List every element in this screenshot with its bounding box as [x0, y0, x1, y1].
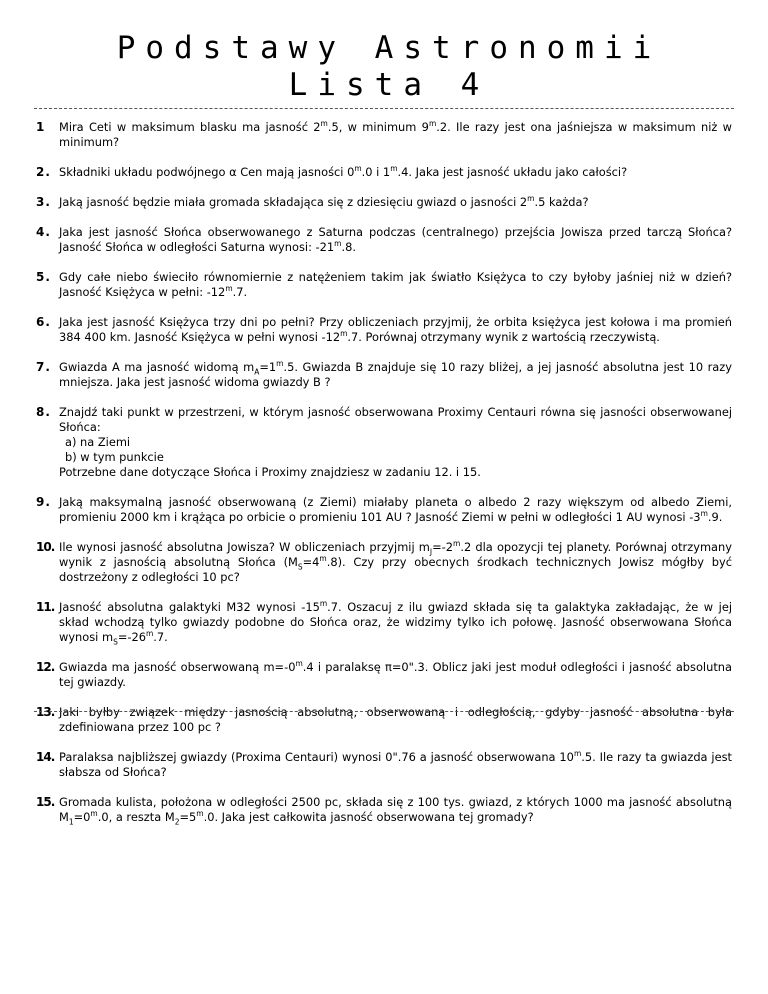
problem-number: 8.	[36, 405, 51, 419]
bottom-divider	[34, 711, 734, 712]
problem-number: 4.	[36, 225, 51, 239]
top-divider	[34, 108, 734, 109]
problem-number: 15.	[36, 795, 55, 809]
problem-number: 10.	[36, 540, 55, 554]
page-title: Podstawy Astronomii	[116, 30, 662, 66]
problem-12: 12. Gwiazda ma jasność obserwowaną $m=-0^m.4$ i paralaksę π=0".3. Oblicz jaki jest moduł odległości i jasność absolutna tej gwiazdy.	[36, 659, 732, 689]
problem-5: 5. Gdy całe niebo świeciło równomiernie z natężeniem takim jak światło Księżyca to czy byłoby jaśniej niż w dzień? Jasność Księżyca w pełni: -12$^m$.7.	[36, 270, 732, 299]
page-subtitle: Lista 4	[288, 67, 490, 103]
problem-8-part-b: b) w tym punkcie	[65, 450, 164, 464]
problem-7: 7. Gwiazda A ma jasność widomą $m_A=1^m.5$. Gwiazda B znajduje się 10 razy bliżej, a jej jasność absolutna jest 10 razy mniejsza. Jaka jest jasność widoma gwiazdy B ?	[36, 359, 733, 389]
problem-number: 2.	[36, 165, 51, 179]
problem-13: 13. Jaki byłby związek między jasnością absolutną, obserwowaną i odległością, gdyby jasność absolutna była zdefiniowana przez 100 pc ?	[36, 705, 732, 734]
problem-15: 15. Gromada kulista, położona w odległości 2500 pc, składa się z 100 tys. gwiazd, z których 1000 ma jasność absolutną $M_1=0^m.0$, a reszta $M_2=5^m.0$. Jaka jest całkowita jasność obserwowana tej gromady?	[36, 795, 732, 827]
problem-3: 3. Jaką jasność będzie miała gromada składająca się z dziesięciu gwiazd o jasności 2$^m$.5 każda?	[36, 194, 589, 209]
problem-number: 5.	[36, 270, 51, 284]
problem-number: 1	[36, 120, 46, 134]
problem-number: 14.	[36, 750, 55, 764]
problem-number: 13.	[36, 705, 55, 719]
problem-1: 1 Mira Ceti w maksimum blasku ma jasność 2$^m$.5, w minimum 9$^m$.2. Ile razy jest ona jaśniejsza w maksimum niż w minimum?	[36, 119, 732, 149]
problem-2: 2. Składniki układu podwójnego α Cen mają jasności 0$^m$.0 i 1$^m$.4. Jaka jest jasność układu jako całości?	[36, 164, 628, 179]
problem-number: 7.	[36, 360, 51, 374]
title-block	[0, 30, 768, 104]
problem-list	[36, 120, 732, 840]
problem-14: 14. Paralaksa najbliższej gwiazdy (Proxima Centauri) wynosi 0".76 a jasność obserwowana 10$^m$.5. Ile razy ta gwiazda jest słabsza od Słońca?	[36, 749, 732, 779]
problem-9: 9. Jaką maksymalną jasność obserwowaną (z Ziemi) miałaby planeta o albedo 2 razy większym od albedo Ziemi, promieniu 2000 km i krążąca po orbicie o promieniu 101 AU ? Jasność Ziemi w pełni w odległości 1 AU wynosi -3$^m$.9.	[36, 495, 732, 524]
problem-11: 11. Jasność absolutna galaktyki M32 wynosi -15$^m$.7. Oszacuj z ilu gwiazd składa się ta galaktyka zakładając, że w jej skład wchodzą tylko gwiazdy podobne do Słońca oraz, że widzimy tylko ich połowę. Jasność obserwowana Słońca wynosi $m_S=-26^m.7$.	[36, 599, 732, 647]
problem-number: 6.	[36, 315, 51, 329]
problem-4: 4. Jaka jest jasność Słońca obserwowanego z Saturna podczas (centralnego) przejścia Jowisza przed tarczą Słońca? Jasność Słońca w odległości Saturna wynosi: -21$^m$.8.	[36, 225, 732, 254]
problem-8	[36, 405, 732, 480]
problem-number: 9.	[36, 495, 51, 509]
problem-8-note: Potrzebne dane dotyczące Słońca i Proximy znajdziesz w zadaniu 12. i 15.	[59, 465, 481, 479]
problem-8-intro: Znajdź taki punkt w przestrzeni, w którym jasność obserwowana Proximy Centauri równa się jasności obserwowanej Słońca:	[59, 405, 732, 434]
problem-number: 11.	[36, 600, 55, 614]
problem-10: 10. Ile wynosi jasność absolutna Jowisza? W obliczeniach przyjmij $m_J=-2^m.2$ dla opozycji tej planety. Porównaj otrzymany wynik z jasnością absolutną Słońca $(M_S=4^m.8)$. Czy przy obecnych środkach technicznych Jowisz mógłby być dostrzeżony z odległości 10 pc?	[36, 539, 732, 584]
problem-number: 3.	[36, 195, 51, 209]
problem-8-part-a: a) na Ziemi	[65, 435, 131, 449]
problem-6: 6. Jaka jest jasność Księżyca trzy dni po pełni? Przy obliczeniach przyjmij, że orbita księżyca jest kołowa i ma promień 384 400 km. Jasność Księżyca w pełni wynosi -12$^m$.7. Porównaj otrzymany wynik z wartością rzeczywistą.	[36, 315, 732, 344]
problem-number: 12.	[36, 660, 55, 674]
